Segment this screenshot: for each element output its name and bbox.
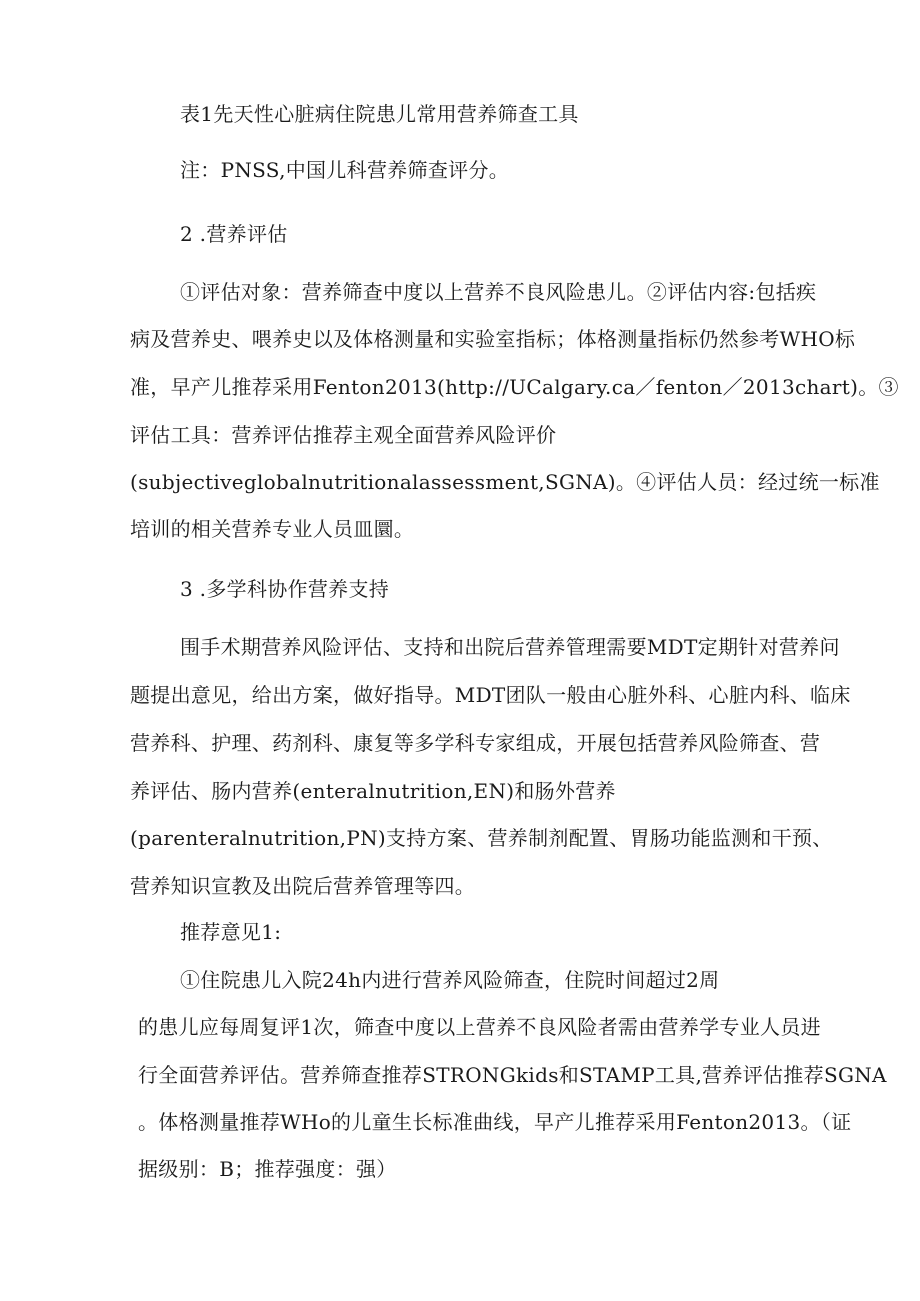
section-3-heading: 3 .多学科协作营养支持 <box>180 577 390 601</box>
section-2-heading: 2 .营养评估 <box>180 222 288 246</box>
table-caption: 表1先天性心脏病住院患儿常用营养筛查工具 <box>180 102 579 126</box>
section-2-line-2: 病及营养史、喂养史以及体格测量和实验室指标；体格测量指标仍然参考WHO标 <box>130 327 856 351</box>
section-3-line-3: 营养科、护理、药剂科、康复等多学科专家组成，开展包括营养风险筛查、营 <box>130 731 821 755</box>
section-2-line-3: 准，早产儿推荐采用Fenton2013(http://UCalgary.ca／fenton／2013chart)。③ <box>130 375 899 399</box>
section-2-line-4: 评估工具：营养评估推荐主观全面营养风险评价 <box>130 423 557 447</box>
recommendation-line-2: 的患儿应每周复评1次，筛查中度以上营养不良风险者需由营养学专业人员进 <box>138 1015 821 1039</box>
section-3-line-1: 围手术期营养风险评估、支持和出院后营养管理需要MDT定期针对营养问 <box>180 635 840 659</box>
section-2-line-1: ①评估对象：营养筛查中度以上营养不良风险患儿。②评估内容:包括疾 <box>180 280 817 304</box>
recommendation-line-5: 据级别：B；推荐强度：强） <box>138 1157 397 1181</box>
section-3-line-6: 营养知识宣教及出院后营养管理等四。 <box>130 874 476 898</box>
recommendation-line-1: ①住院患儿入院24h内进行营养风险筛查，住院时间超过2周 <box>180 968 720 992</box>
recommendation-line-4: 。体格测量推荐WHo的儿童生长标准曲线，早产儿推荐采用Fenton2013。（证 <box>138 1110 852 1134</box>
recommendation-heading: 推荐意见1: <box>180 920 282 944</box>
table-note: 注：PNSS,中国儿科营养筛查评分。 <box>180 158 510 182</box>
recommendation-line-3: 行全面营养评估。营养筛查推荐STRONGkids和STAMP工具,营养评估推荐SGNA <box>138 1063 887 1087</box>
section-2-line-5: (subjectiveglobalnutritionalassessment,SGNA)。④评估人员：经过统一标准 <box>130 470 880 494</box>
section-3-line-5: (parenteralnutrition,PN)支持方案、营养制剂配置、胃肠功能监测和干预、 <box>130 826 833 850</box>
section-2-line-6: 培训的相关营养专业人员皿圜。 <box>130 517 415 541</box>
section-3-line-4: 养评估、肠内营养(enteralnutrition,EN)和肠外营养 <box>130 779 616 803</box>
section-3-line-2: 题提出意见，给出方案，做好指导。MDT团队一般由心脏外科、心脏内科、临床 <box>130 683 851 707</box>
